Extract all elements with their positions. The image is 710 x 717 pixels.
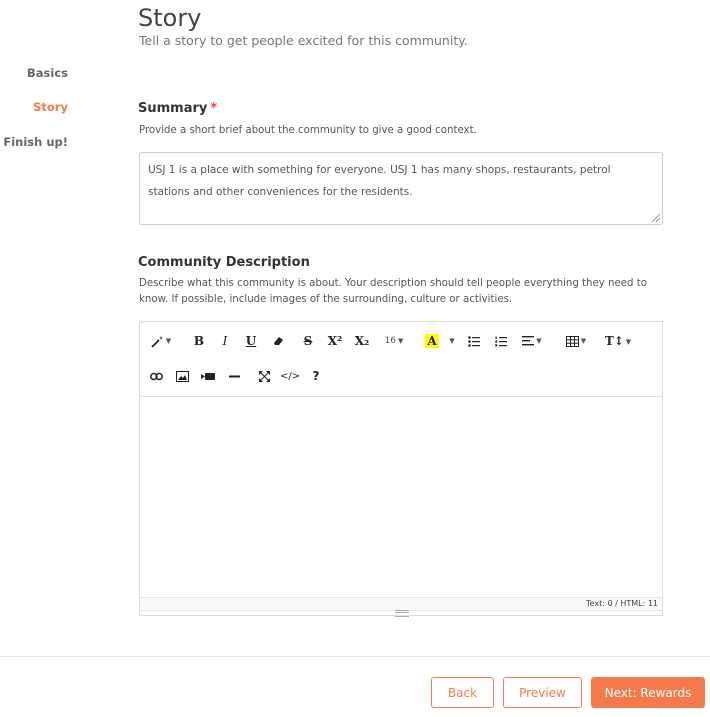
summary-label-text: Summary xyxy=(138,101,208,116)
magic-wand-icon xyxy=(151,335,164,348)
chevron-down-icon: ▼ xyxy=(580,337,587,345)
table-dropdown[interactable] xyxy=(564,331,588,351)
insert-image-button[interactable] xyxy=(174,366,190,386)
page-title: Story xyxy=(138,4,202,32)
strikethrough-button[interactable]: S xyxy=(303,334,313,348)
code-view-button[interactable]: </> xyxy=(279,370,301,382)
insert-link-button[interactable] xyxy=(148,366,164,386)
bold-button[interactable]: B xyxy=(193,334,205,348)
underline-button[interactable]: U xyxy=(245,334,257,348)
text-style-dropdown[interactable] xyxy=(606,331,630,351)
highlight-color-button[interactable] xyxy=(424,331,440,351)
step-finish-up[interactable]: Finish up! xyxy=(3,135,68,149)
summary-value: USJ 1 is a place with something for everyone. USJ 1 has many shops, restaurants, petrol stations and other conveniences for the residents. xyxy=(148,164,611,198)
horizontal-rule-button[interactable] xyxy=(226,366,242,386)
table-icon xyxy=(566,336,579,347)
highlight-letter: A xyxy=(427,334,437,348)
summary-textarea[interactable] xyxy=(139,152,663,225)
ordered-list-button[interactable] xyxy=(493,331,509,351)
paragraph-align-dropdown[interactable] xyxy=(520,331,544,351)
color-dropdown-button[interactable] xyxy=(445,331,457,351)
chevron-down-icon: ▼ xyxy=(165,337,172,345)
editor-status-bar xyxy=(140,597,662,611)
preview-button[interactable]: Preview xyxy=(503,677,582,708)
footer-divider xyxy=(0,656,710,657)
eraser-icon xyxy=(272,335,284,347)
chevron-down-icon: ▼ xyxy=(536,337,542,345)
italic-button[interactable]: I xyxy=(222,334,228,348)
subscript-button[interactable]: X₂ xyxy=(354,334,370,348)
magic-style-button[interactable] xyxy=(148,331,174,351)
unordered-list-button[interactable] xyxy=(466,331,482,351)
summary-help-text: Provide a short brief about the community to give a good context. xyxy=(139,125,477,136)
next-rewards-button[interactable]: Next: Rewards xyxy=(591,677,705,708)
page-subtitle: Tell a story to get people excited for this community. xyxy=(139,33,468,48)
minus-icon xyxy=(229,375,240,378)
bullet-list-icon xyxy=(468,336,480,347)
chevron-down-icon: ▼ xyxy=(625,336,632,346)
fullscreen-button[interactable] xyxy=(256,366,272,386)
help-button[interactable]: ? xyxy=(312,369,320,383)
summary-label xyxy=(138,101,217,116)
editor-content-area[interactable] xyxy=(140,397,662,597)
expand-icon xyxy=(259,371,270,382)
character-count: Text: 0 / HTML: 11 xyxy=(586,599,658,608)
chevron-down-icon: ▼ xyxy=(449,337,455,345)
text-height-icon: T↕ xyxy=(604,334,624,348)
clear-format-button[interactable] xyxy=(270,331,286,351)
rich-text-editor xyxy=(139,321,663,616)
numbered-list-icon xyxy=(495,336,507,347)
insert-video-button[interactable] xyxy=(200,366,216,386)
font-size-dropdown[interactable] xyxy=(383,331,405,351)
step-basics[interactable]: Basics xyxy=(27,66,68,80)
description-help-text: Describe what this community is about. Your description should tell people everything they need to know. If possible, include images of the surrounding, culture or activities. xyxy=(139,278,647,305)
link-icon xyxy=(150,372,163,381)
font-size-value: 16 xyxy=(384,336,397,346)
step-story[interactable]: Story xyxy=(33,100,68,114)
description-label: Community Description xyxy=(138,255,310,270)
required-marker: * xyxy=(210,101,218,116)
image-icon xyxy=(176,371,189,382)
textarea-resize-grip[interactable] xyxy=(652,214,660,222)
editor-toolbar xyxy=(140,322,662,397)
back-button[interactable]: Back xyxy=(431,677,494,708)
chevron-down-icon: ▼ xyxy=(398,337,404,345)
editor-resize-handle[interactable] xyxy=(395,610,409,617)
video-icon xyxy=(201,372,215,381)
superscript-button[interactable]: X² xyxy=(327,334,343,348)
align-left-icon xyxy=(522,336,534,346)
